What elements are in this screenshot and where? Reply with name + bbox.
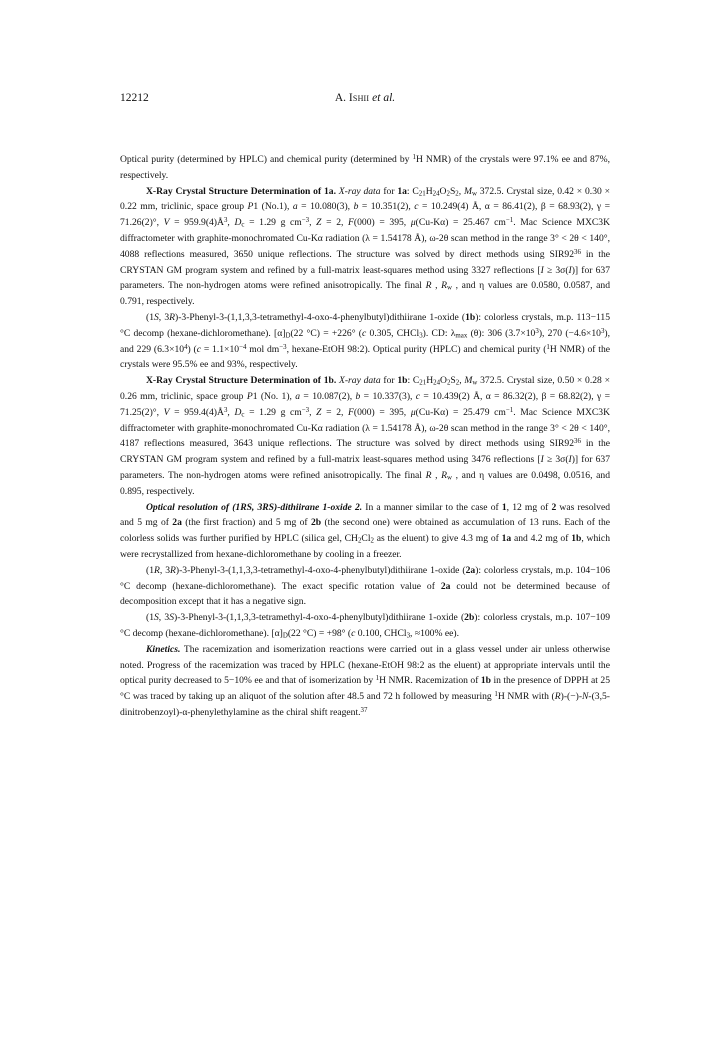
text: ,	[458, 185, 464, 197]
section-head: Kinetics.	[146, 643, 181, 655]
page-header	[120, 92, 610, 108]
text: )-3-Phenyl-3-(1,1,3,3-tetramethyl-4-oxo-4-phenylbutyl)dithiirane 1-oxide (	[174, 612, 465, 624]
symbol: Z	[316, 217, 322, 229]
text: = 10.249(4) Å, α = 86.41(2), β = 68.93(2), γ = 71.26(2)°,	[120, 201, 610, 229]
running-head	[120, 92, 610, 104]
compound-label: 1b	[465, 311, 476, 323]
text: ), 270 (−4.6×10	[538, 327, 601, 339]
symbol: N	[582, 691, 589, 703]
text: , 12 mg of	[506, 501, 552, 513]
text: ≥ 3σ(	[543, 454, 569, 466]
text: 372.5. Crystal size, 0.50 × 0.28 × 0.26 mm, triclinic, space group	[120, 375, 611, 402]
text: .	[359, 501, 363, 513]
page-number: 12212	[120, 92, 149, 104]
text: 0.100, CHCl	[355, 627, 407, 639]
text: : C	[406, 185, 419, 197]
subscript: 24	[432, 190, 440, 198]
superscript: −1	[505, 217, 514, 225]
subscript: 2	[357, 537, 362, 545]
subscript: 2	[446, 379, 451, 387]
author-initial: A.	[334, 92, 349, 104]
symbol: μ	[410, 217, 416, 229]
compound-label: 2	[354, 501, 360, 513]
text: , 3	[158, 311, 170, 323]
text: Cl	[361, 533, 371, 545]
symbol: I	[540, 264, 544, 276]
text: in the CRYSTAN GM program system and refined by a full-matrix least-squares method using 3476 reflections [	[120, 438, 611, 466]
section-head	[146, 502, 362, 513]
text: (θ): 306 (3.7×10	[467, 327, 536, 339]
text: H NMR) of the crystals were 95.5% ee and 93%, respectively.	[120, 343, 611, 371]
symbol: D	[234, 217, 242, 229]
subscript: D	[282, 632, 288, 640]
symbol: a	[292, 201, 298, 213]
symbol: D	[234, 406, 242, 418]
compound-label: 1b	[323, 375, 334, 387]
text: = 10.351(2),	[358, 201, 415, 213]
text: : C	[407, 375, 420, 387]
paragraph-xray-1a	[120, 184, 610, 310]
subscript: w	[447, 284, 453, 292]
superscript: −3	[279, 343, 287, 351]
text: for	[380, 375, 398, 387]
compound-label: 2	[551, 501, 557, 513]
symbol: M	[464, 375, 473, 387]
text: in the presence of DPPH at 25 °C was traced by taking up an aliquot of the solution after 48.5 and 72 h followed by measuring	[120, 675, 610, 703]
text: , 3	[158, 612, 170, 624]
xray-data-label: X-ray data	[338, 185, 381, 197]
symbol: R	[441, 469, 448, 481]
symbol: b	[355, 390, 361, 402]
text: and 4.2 mg of	[511, 533, 572, 545]
text: ). CD: λ	[422, 327, 456, 339]
symbol: b	[353, 201, 359, 213]
compound-label: 2a	[440, 580, 451, 592]
paragraph-xray-1b	[120, 373, 610, 499]
text: .	[333, 185, 336, 197]
subscript: D	[285, 332, 291, 340]
xray-data-label: X-ray data	[338, 375, 381, 387]
superscript: −4	[239, 343, 247, 351]
compound-label: 1b	[480, 675, 492, 687]
section-head	[146, 186, 336, 197]
superscript: −3	[301, 406, 310, 414]
symbol: P	[246, 390, 253, 402]
symbol: S	[154, 311, 159, 323]
text: )-3-Phenyl-3-(1,1,3,3-tetramethyl-4-oxo-4-phenylbutyl)dithiirane 1-oxide (	[175, 311, 466, 323]
subscript: 2	[370, 537, 374, 545]
text: = 2,	[321, 406, 349, 418]
text: Optical resolution of (1RS, 3RS)-dithiirane 1-oxide	[146, 501, 355, 513]
symbol: I	[540, 454, 544, 466]
text: O	[439, 185, 447, 197]
superscript: 3	[535, 327, 539, 335]
text: 1 (No.1),	[253, 201, 293, 213]
text: , 3	[159, 564, 171, 576]
text: (the first fraction) and 5 mg of	[181, 517, 311, 529]
superscript: −1	[505, 406, 514, 414]
text: . Mac Science MXC3K diffractometer with graphite-monochromated Cu-Kα radiation (λ = 1.54178 Å), ω-2θ scan method in the range 3° < 2θ < 140°, 4088 reflections measured, 3650 unique reflections. The structure was solved by direct methods using SIR92	[120, 217, 611, 260]
text: .	[333, 375, 337, 387]
text: ,	[227, 406, 235, 418]
subscript: w	[472, 379, 478, 387]
symbol: V	[163, 217, 170, 229]
symbol: M	[463, 185, 472, 197]
text: = 2,	[321, 217, 349, 229]
paragraph-compound-2b	[120, 610, 610, 642]
superscript: 1	[412, 154, 416, 162]
body-text	[120, 152, 610, 721]
text: X-Ray Crystal Structure Determination of	[146, 375, 324, 387]
subscript: max	[455, 332, 468, 340]
text: )] for 637 parameters. The non-hydrogen atoms were refined anisotropically. The final	[120, 454, 610, 481]
text: ): colorless crystals, m.p. 107−109 °C decomp (hexane-dichloromethane). [α]	[120, 612, 611, 639]
symbol: R	[441, 280, 448, 292]
symbol: R	[169, 311, 176, 323]
text: . Mac Science MXC3K diffractometer with graphite-monochromated Cu-Kα radiation (λ = 1.54178 Å), ω-2θ scan method in the range 3° < 2θ < 140°, 4187 reflections measured, 3643 unique reflections. The structure was solved by direct methods using SIR92	[120, 406, 611, 450]
text: = 1.29 g cm	[244, 406, 302, 418]
text: , hexane-EtOH 98:2). Optical purity (HPLC) and chemical purity (	[286, 343, 547, 355]
text: 1 (No. 1),	[252, 390, 296, 402]
text: S	[450, 375, 456, 387]
text: H NMR with (	[497, 691, 555, 703]
symbol: c	[414, 201, 419, 213]
paragraph-kinetics	[120, 642, 610, 721]
text: The racemization and isomerization reactions were carried out in a glass vessel under air unless otherwise noted. Progress of the racemization was traced by HPLC (hexane-EtOH 98:2 as the eluent) at appropriate intervals until the optical purity decreased to 5−10% ee and that of isomerization by	[120, 643, 610, 687]
subscript: c	[241, 411, 245, 419]
compound-label: 2b	[310, 517, 322, 529]
subscript: 3	[419, 332, 423, 340]
text: = 1.1×10	[201, 343, 240, 355]
reference-citation: 37	[360, 707, 368, 714]
text: for	[380, 185, 398, 197]
text: S	[449, 185, 456, 197]
text: mol dm	[246, 343, 280, 355]
author-surname: Ishii	[348, 92, 370, 104]
text: ,	[431, 469, 442, 481]
text: (1	[146, 612, 154, 624]
text: H NMR) of the crystals were 97.1% ee and 87%, respectively.	[120, 154, 611, 181]
text: 0.305, CHCl	[366, 327, 420, 339]
text: (the second one) were obtained as accumulation of 13 runs. Each of the colorless solids was further purified by HPLC (silica gel, CH	[120, 517, 610, 545]
symbol: S	[169, 612, 174, 624]
text: )] for 637 parameters. The non-hydrogen atoms were refined anisotropically. The final	[120, 264, 610, 292]
superscript: 1	[375, 675, 380, 683]
subscript: 3	[406, 632, 411, 640]
text: -(3,5-dinitrobenzoyl)-α-phenylethylamine as the chiral shift reagent.	[120, 691, 610, 718]
compound-label: 2b	[464, 612, 475, 624]
symbol: S	[154, 612, 159, 624]
text: (22 °C) = +226° (	[290, 327, 362, 339]
symbol: c	[415, 390, 421, 402]
text: (22 °C) = +98° (	[287, 627, 352, 639]
symbol: I	[568, 454, 572, 466]
symbol: R	[425, 469, 432, 481]
subscript: 2	[455, 379, 460, 387]
symbol: F	[348, 217, 354, 229]
compound-label: 1a	[323, 185, 334, 197]
subscript: 2	[455, 190, 459, 198]
text: in the CRYSTAN GM program system and refined by a full-matrix least-squares method using 3327 reflections [	[120, 248, 611, 276]
text: (Cu-Kα) = 25.479 cm	[415, 406, 506, 418]
text: In a manner similar to the case of	[362, 501, 502, 513]
text: )-(−)-	[560, 691, 583, 703]
text: = 10.080(3),	[297, 201, 354, 213]
text: ≥ 3σ(	[543, 264, 569, 276]
superscript: 3	[223, 406, 228, 414]
symbol: I	[568, 264, 572, 276]
paragraph-compound-2a	[120, 563, 610, 610]
subscript: w	[471, 190, 477, 198]
text: ,	[431, 280, 442, 292]
superscript: 3	[600, 327, 605, 335]
symbol: μ	[410, 406, 416, 418]
text: Optical purity (determined by HPLC) and chemical purity (determined by	[120, 154, 413, 165]
subscript: 2	[446, 190, 450, 198]
symbol: R	[154, 564, 160, 576]
text: (Cu-Kα) = 25.467 cm	[415, 217, 506, 229]
text: = 10.439(2) Å, α = 86.32(2), β = 68.82(2), γ = 71.25(2)°,	[120, 390, 610, 418]
text: (1	[146, 564, 154, 576]
compound-label: 1a	[397, 185, 407, 197]
text: H	[425, 185, 433, 197]
superscript: 3	[223, 217, 228, 225]
text: = 959.9(4)Å	[169, 217, 224, 229]
text: X-Ray Crystal Structure Determination of	[146, 185, 324, 197]
symbol: V	[163, 406, 170, 418]
text: as the eluent) to give 4.3 mg of	[373, 533, 502, 545]
symbol: F	[348, 406, 354, 418]
text: ,	[227, 217, 235, 229]
text: ,	[459, 375, 465, 387]
text: H	[426, 375, 434, 387]
compound-label: 1a	[501, 533, 512, 545]
reference-citation: 36	[574, 438, 581, 446]
superscript: 4	[184, 343, 188, 351]
text: ): colorless crystals, m.p. 104−106 °C decomp (hexane-dichloromethane). The exact specific rotation value of	[120, 564, 611, 592]
subscript: 24	[433, 379, 441, 387]
text: O	[440, 375, 447, 387]
superscript: −3	[301, 217, 310, 225]
symbol: Z	[316, 406, 322, 418]
text: ): colorless crystals, m.p. 113−115 °C decomp (hexane-dichloromethane). [α]	[120, 311, 611, 339]
text: could not be determined because of decomposition except that it has a negative sign.	[120, 580, 610, 608]
text: ,	[309, 406, 317, 418]
paragraph-compound-1b	[120, 310, 610, 373]
text: , ≈100% ee).	[410, 627, 459, 639]
symbol: R	[425, 280, 432, 292]
text: 372.5. Crystal size, 0.42 × 0.30 × 0.22 mm, triclinic, space group	[120, 185, 611, 213]
subscript: 21	[418, 190, 426, 198]
text: = 10.087(2),	[300, 390, 356, 402]
subscript: c	[241, 221, 245, 229]
symbol: c	[362, 327, 367, 339]
text: , and η values are 0.0580, 0.0587, and 0.791, respectively.	[120, 280, 610, 308]
compound-label: 1	[501, 501, 507, 513]
author-suffix: et al.	[369, 92, 396, 104]
subscript: 21	[419, 379, 427, 387]
compound-label: 1b	[397, 375, 408, 387]
reference-citation: 36	[574, 248, 581, 256]
text: H NMR. Racemization of	[379, 675, 481, 687]
symbol: c	[351, 627, 356, 639]
text: ,	[309, 217, 317, 229]
symbol: c	[196, 343, 202, 355]
subscript: w	[447, 474, 453, 482]
paragraph-optical-resolution	[120, 500, 610, 563]
text: (000) = 395,	[353, 217, 411, 229]
compound-label: 2a	[172, 517, 182, 529]
text: = 1.29 g cm	[244, 217, 302, 229]
symbol: R	[170, 564, 176, 576]
superscript: 1	[546, 343, 550, 351]
compound-label: 1b	[571, 533, 582, 545]
text: = 959.4(4)Å	[169, 406, 224, 418]
text: )-3-Phenyl-3-(1,1,3,3-tetramethyl-4-oxo-4-phenylbutyl)dithiirane 1-oxide (	[175, 564, 466, 576]
symbol: P	[247, 201, 254, 213]
text: , which were recrystallized from hexane-dichloromethane by cooling in a freezer.	[120, 533, 610, 560]
paragraph-purity-1a	[120, 152, 610, 184]
text: (1	[146, 311, 154, 323]
symbol: R	[554, 691, 561, 703]
text: ) (	[187, 343, 197, 355]
superscript: 1	[494, 691, 498, 699]
text: was resolved and 5 mg of	[120, 501, 611, 529]
symbol: a	[295, 390, 301, 402]
text: , and η values are 0.0498, 0.0516, and 0.895, respectively.	[120, 469, 610, 497]
text: = 10.337(3),	[360, 390, 416, 402]
section-head	[146, 375, 336, 386]
text: ), and 229 (6.3×10	[120, 327, 610, 355]
compound-label: 2a	[465, 564, 476, 576]
text: (000) = 395,	[353, 406, 411, 418]
